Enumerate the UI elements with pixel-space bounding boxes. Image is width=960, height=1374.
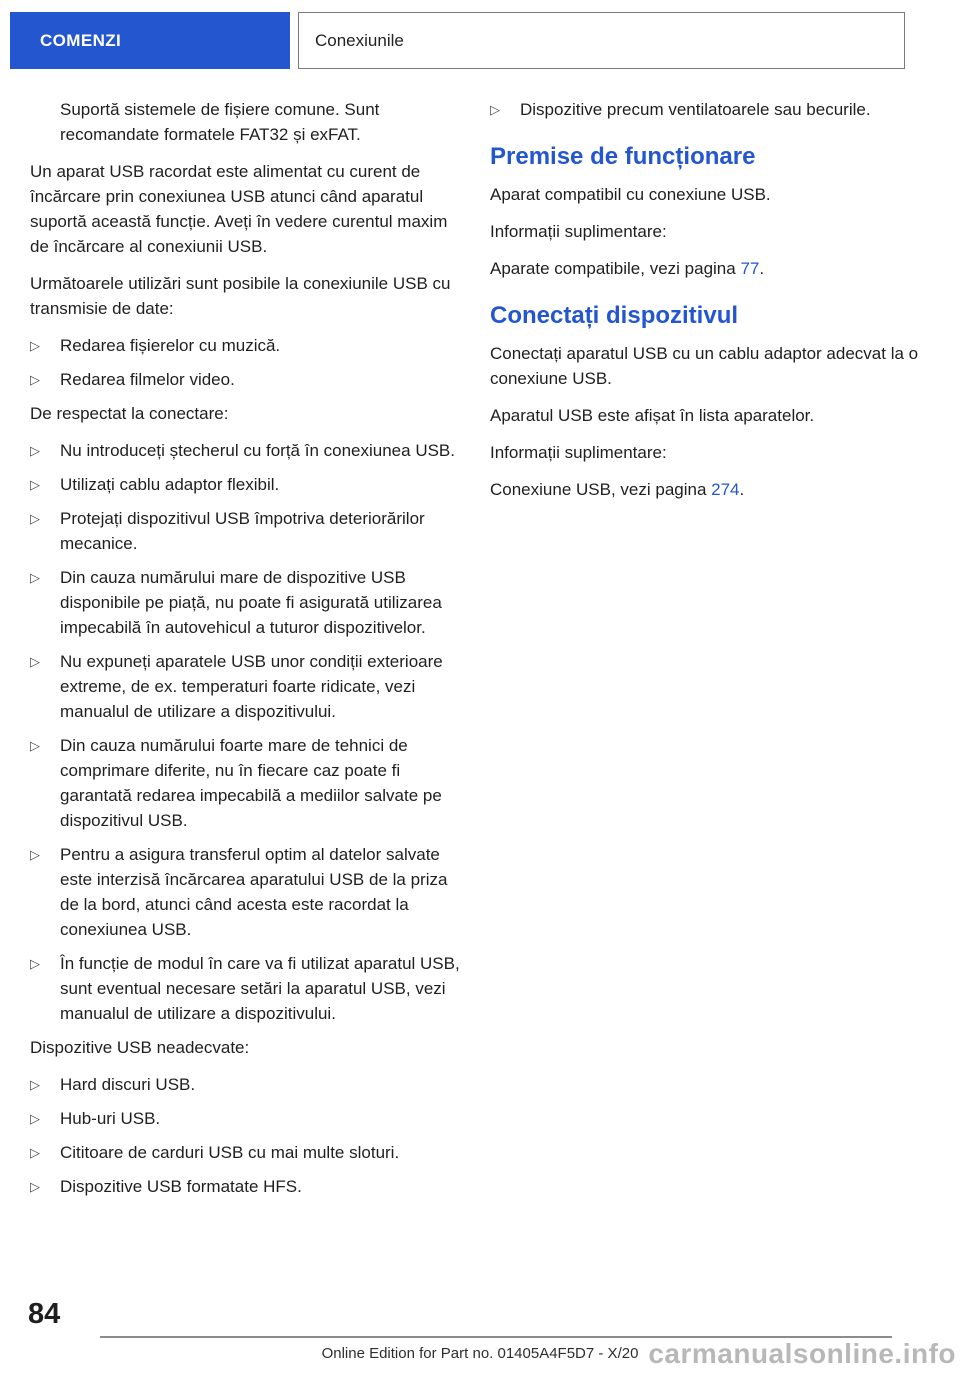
left-column xyxy=(30,97,462,1208)
section-heading: Premise de funcționare xyxy=(490,143,756,170)
bullet-triangle-icon: ▷ xyxy=(30,511,40,526)
bullet-triangle-icon: ▷ xyxy=(30,570,40,585)
page-reference-link[interactable]: 274 xyxy=(711,480,740,499)
text-run: . xyxy=(739,480,745,499)
bullet-item xyxy=(30,367,462,392)
paragraph: Informații suplimentare: xyxy=(490,443,667,462)
manual-page xyxy=(0,12,960,1374)
text-run: . xyxy=(759,259,765,278)
bullet-item xyxy=(30,472,462,497)
bullet-triangle-icon: ▷ xyxy=(490,102,500,117)
edition-note: Online Edition for Part no. 01405A4F5D7 - X/20 xyxy=(321,1345,639,1362)
bullet-text: Protejați dispozitivul USB împotriva deteriorărilor mecanice. xyxy=(60,509,425,553)
section-heading: Conectați dispozitivul xyxy=(490,302,739,329)
bullet-text: Dispozitive precum ventilatoarele sau becurile. xyxy=(520,100,871,119)
bullet-text: Redarea filmelor video. xyxy=(60,370,235,389)
bullet-text: Redarea fișierelor cu muzică. xyxy=(60,336,281,355)
bullet-item xyxy=(30,438,462,463)
paragraph: Dispozitive USB neadecvate: xyxy=(30,1038,250,1057)
paragraph: Conectați aparatul USB cu un cablu adaptor adecvat la o conexiune USB. xyxy=(490,344,919,388)
chapter-tab xyxy=(10,12,290,69)
bullet-triangle-icon: ▷ xyxy=(30,372,40,387)
paragraph: Un aparat USB racordat este alimentat cu curent de încărcare prin conexiunea USB atunci când aparatul suportă această funcție. Aveți în vedere curentul maxim de încărcare al conexiunii USB. xyxy=(30,162,448,256)
bullet-text: Din cauza numărului foarte mare de tehnici de comprimare diferite, nu în fiecare caz poate fi garantată redarea impecabilă a mediilor salvate pe dispozitivul USB. xyxy=(60,736,442,830)
bullet-triangle-icon: ▷ xyxy=(30,443,40,458)
page-reference-link[interactable]: 77 xyxy=(740,259,760,278)
bullet-item xyxy=(30,1140,462,1165)
paragraph xyxy=(490,477,922,502)
text-run: Aparate compatibile, vezi pagina xyxy=(490,259,741,278)
text-run: Conexiune USB, vezi pagina xyxy=(490,480,712,499)
bullet-triangle-icon: ▷ xyxy=(30,477,40,492)
bullet-item xyxy=(30,1072,462,1097)
bullet-triangle-icon: ▷ xyxy=(30,338,40,353)
bullet-text: Cititoare de carduri USB cu mai multe sloturi. xyxy=(60,1143,400,1162)
bullet-triangle-icon: ▷ xyxy=(30,1111,40,1126)
paragraph: Aparatul USB este afișat în lista aparatelor. xyxy=(490,406,815,425)
bullet-item xyxy=(30,842,462,942)
bullet-triangle-icon: ▷ xyxy=(30,956,40,971)
watermark: carmanualsonline.info xyxy=(648,1338,956,1369)
bullet-item xyxy=(30,333,462,358)
bullet-text: Pentru a asigura transferul optim al datelor salvate este interzisă încărcarea aparatului USB de la priza de la bord, atunci când acesta este racordat la conexiunea USB. xyxy=(60,845,448,939)
page-number: 84 xyxy=(28,1298,61,1330)
paragraph: Aparat compatibil cu conexiune USB. xyxy=(490,185,771,204)
bullet-text: Din cauza numărului mare de dispozitive USB disponibile pe piață, nu poate fi asigurată utilizarea impecabilă în autovehicul a tuturor dispozitivelor. xyxy=(60,568,442,637)
bullet-triangle-icon: ▷ xyxy=(30,1145,40,1160)
section-header-box xyxy=(298,12,905,69)
bullet-item xyxy=(30,1174,462,1199)
bullet-triangle-icon: ▷ xyxy=(30,654,40,669)
paragraph: De respectat la conectare: xyxy=(30,404,229,423)
bullet-triangle-icon: ▷ xyxy=(30,847,40,862)
bullet-text: Hub-uri USB. xyxy=(60,1109,161,1128)
section-label: Conexiunile xyxy=(315,30,404,50)
paragraph: Următoarele utilizări sunt posibile la conexiunile USB cu transmisie de date: xyxy=(30,274,451,318)
right-column xyxy=(490,97,922,1208)
bullet-item xyxy=(30,1106,462,1131)
bullet-item xyxy=(30,733,462,833)
bullet-text: Dispozitive USB formatate HFS. xyxy=(60,1177,302,1196)
bullet-item xyxy=(30,951,462,1026)
bullet-item xyxy=(30,565,462,640)
paragraph: Informații suplimentare: xyxy=(490,222,667,241)
bullet-triangle-icon: ▷ xyxy=(30,1179,40,1194)
bullet-item xyxy=(30,649,462,724)
bullet-triangle-icon: ▷ xyxy=(30,738,40,753)
bullet-text: Nu introduceți ștecherul cu forță în conexiunea USB. xyxy=(60,441,455,460)
paragraph xyxy=(490,256,922,281)
bullet-text: Utilizați cablu adaptor flexibil. xyxy=(60,475,280,494)
bullet-text: În funcție de modul în care va fi utilizat aparatul USB, sunt eventual necesare setări la aparatul USB, vezi manualul de utilizare a dispozitivului. xyxy=(60,954,460,1023)
bullet-text: Nu expuneți aparatele USB unor condiții exterioare extreme, de ex. temperaturi foarte ridicate, vezi manualul de utilizare a dispozitivului. xyxy=(60,652,443,721)
bullet-text: Hard discuri USB. xyxy=(60,1075,196,1094)
bullet-item xyxy=(490,97,922,122)
bullet-item xyxy=(30,506,462,556)
paragraph: Suportă sistemele de fișiere comune. Sunt recomandate formatele FAT32 și exFAT. xyxy=(60,100,380,144)
page-header xyxy=(10,12,950,69)
chapter-label: COMENZI xyxy=(40,30,122,50)
page-content xyxy=(0,69,960,1208)
bullet-triangle-icon: ▷ xyxy=(30,1077,40,1092)
